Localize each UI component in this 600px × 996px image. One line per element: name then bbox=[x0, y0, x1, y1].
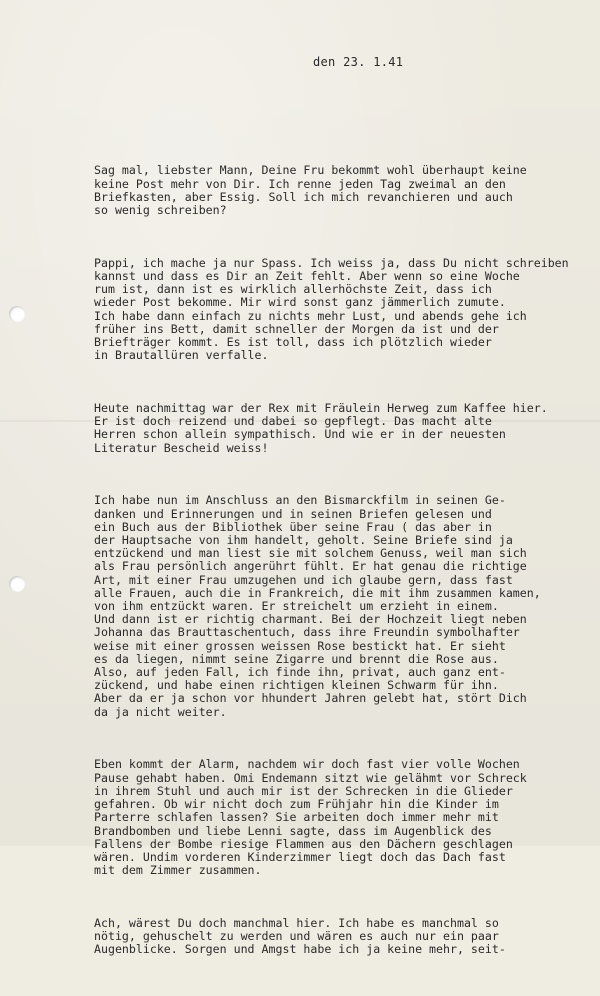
paragraph-5: Eben kommt der Alarm, nachdem wir doch fast vier volle Wochen Pause gehabt haben. Omi Endemann sitzt wie gelähmt vor Schreck in ihrem Stuhl und auch mir ist der Schrecken in die Glieder gefahren. Ob wir nicht doch zum Frühjahr hin die Kinder im Parterre schlafen lassen? Sie arbeiten doch immer mehr mit Brandbomben und liebe Lenni sagte, dass im Augenblick des Fallens der Bombe riesige Flammen aus den Dächern geschlagen wären. Undim vorderen Kinderzimmer liegt doch das Dach fast mit dem Zimmer zusammen. bbox=[94, 757, 527, 878]
letter-body bbox=[94, 138, 600, 996]
punch-hole-top bbox=[9, 306, 25, 322]
paragraph-6: Ach, wärest Du doch manchmal hier. Ich habe es manchmal so nötig, gehuschelt zu werden und wären es auch nur ein paar Augenblicke. Sorgen und Amgst habe ich ja keine mehr, seit- bbox=[94, 915, 506, 957]
punch-hole-bottom bbox=[9, 576, 25, 592]
paragraph-1: Sag mal, liebster Mann, Deine Fru bekommt wohl überhaupt keine keine Post mehr von Dir. Ich renne jeden Tag zweimal an den Briefkasten, aber Essig. Soll ich mich revanchieren und auch so wenig schreiben? bbox=[94, 163, 527, 218]
letter-date: den 23. 1.41 bbox=[313, 55, 404, 69]
paragraph-3: Heute nachmittag war der Rex mit Fräulein Herweg zum Kaffee hier. Er ist doch reizend und dabei so gepflegt. Das macht alte Herren schon allein sympathisch. Und wie er in der neuesten Literatur Bescheid weiss! bbox=[94, 401, 548, 455]
paragraph-2: Pappi, ich mache ja nur Spass. Ich weiss ja, dass Du nicht schreiben kannst und dass es Dir an Zeit fehlt. Aber wenn so eine Woche rum ist, dann ist es wirklich allerhöchste Zeit, dass ich wieder Post bekomme. Mir wird sonst ganz jämmerlich zumute. Ich habe dann einfach zu nichts mehr Lust, und abends gehe ich früher ins Bett, damit schneller der Morgen da ist und der Briefträger kommt. Es ist toll, dass ich plötzlich wieder in Brautallüren verfalle. bbox=[94, 255, 569, 363]
paragraph-4: Ich habe nun im Anschluss an den Bismarckfilm in seinen Ge- danken und Erinnerungen und in seinen Briefen gelesen und ein Buch aus der Bibliothek über seine Frau ( das aber in der Hauptsache von ihm handelt, geholt. Seine Briefe sind ja entzückend und man liest sie mit solchem Genuss, weil man sich als Frau persönlich angerührt fühlt. Er hat genau die richtige Art, mit einer Frau umzugehen und ich glaube gern, dass fast alle Frauen, auch die in Frankreich, die mit ihm zusammen kamen, von ihm entzückt waren. Er streichelt um erzieht in einem. Und dann ist er richtig charmant. Bei der Hochzeit liegt neben Johanna das Brauttaschentuch, dass ihre Freundin symbolhafter weise mit einer grossen weissen Rose bestickt hat. Er sieht es da liegen, nimmt seine Zigarre und brennt die Rose aus. Also, auf jeden Fall, ich finde ihn, privat, auch ganz ent- zückend, und habe einen richtigen kleinen Schwarm für ihn. Aber da er ja schon vor hhundert Jahren gelebt hat, stört Dich da ja nicht weiter. bbox=[94, 493, 541, 719]
